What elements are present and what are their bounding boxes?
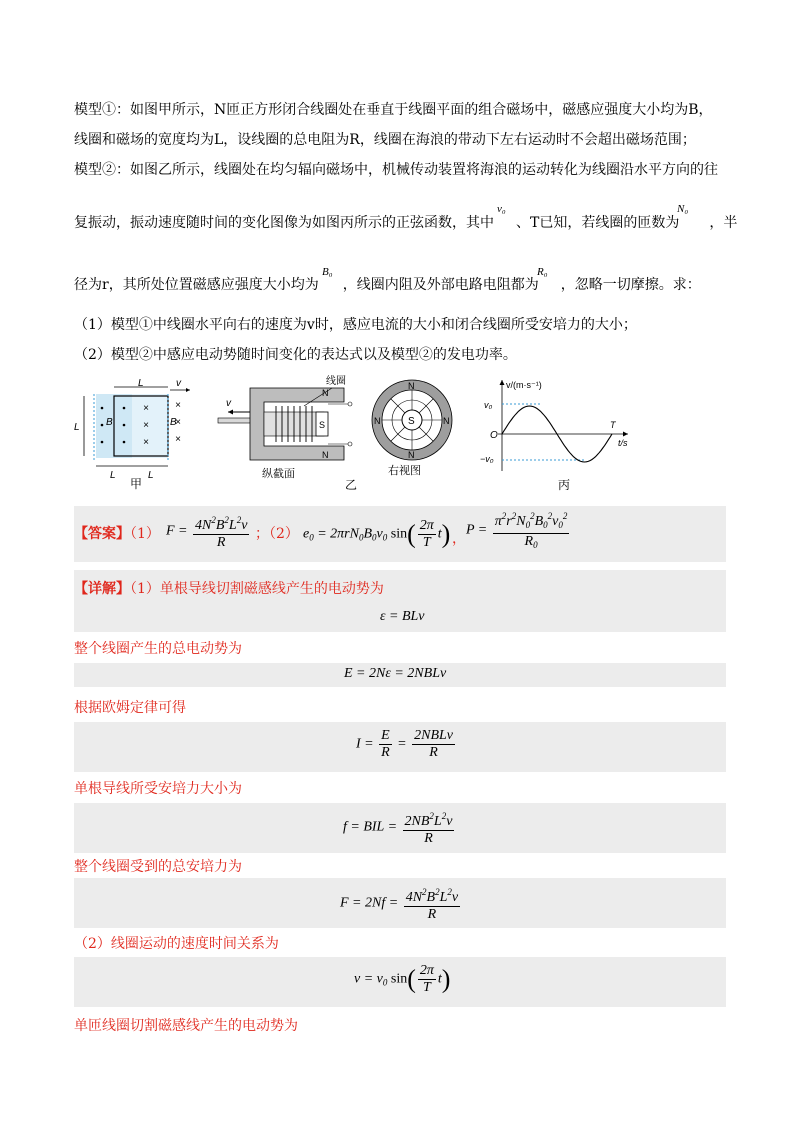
- label-section: 纵截面: [262, 468, 295, 480]
- answer-eq-power: P = $\frac{\pi^2r^2N_0^2B_0^2v_0^2}{R_0}$: [466, 508, 571, 553]
- field-region-cross: [132, 394, 168, 458]
- svg-text:×: ×: [143, 420, 149, 431]
- detail-intro-line: [74, 580, 384, 598]
- answer-eq-force: F = $\frac{4N^2B^2L^2v}{R}$: [166, 512, 251, 551]
- label-B-right: B: [170, 417, 177, 428]
- origin-label: O: [490, 430, 498, 441]
- svg-text:×: ×: [175, 417, 181, 428]
- figure-label-yi: 乙: [345, 478, 358, 492]
- label-N-top: N: [322, 388, 329, 398]
- detail-step-6: 单匝线圈切割磁感线产生的电动势为: [74, 1018, 298, 1034]
- symbol-N0: N₀: [677, 203, 689, 215]
- label-side-view: 右视图: [388, 465, 421, 477]
- label-L-left: L: [74, 422, 80, 433]
- problem-line-3: 模型②：如图乙所示，线圈处在均匀辐向磁场中，机械传动装置将海浪的运动转化为线圈沿水平方向的往: [74, 162, 718, 178]
- eq-total-emf: E = 2Nε = 2NBLv: [344, 666, 447, 681]
- tick-neg-v0: −v₀: [480, 454, 494, 464]
- problem-line-5: [74, 276, 701, 294]
- answer-tag: 【答案】: [74, 526, 130, 542]
- eq-single-force: f = BIL = $\frac{2NB^2L^2v}{R}$: [343, 808, 456, 847]
- detail-step-5: （2）线圈运动的速度时间关系为: [74, 936, 279, 952]
- figure-jia: [72, 378, 202, 488]
- symbol-v0: v₀: [497, 203, 506, 215]
- label-coil: 线圈: [326, 376, 346, 387]
- svg-text:×: ×: [175, 434, 181, 445]
- axis-ylabel: v/(m·s⁻¹): [506, 380, 542, 390]
- line5-text-c: ，忽略一切摩擦。求：: [560, 277, 701, 293]
- label-L-bottom-1: L: [110, 470, 116, 481]
- label-N-side-bottom: N: [408, 450, 415, 460]
- axis-xlabel: t/s: [618, 438, 628, 448]
- detail-step-2: 根据欧姆定律可得: [74, 700, 186, 716]
- svg-text:×: ×: [143, 437, 149, 448]
- answer-separator: ；（2）: [255, 526, 299, 542]
- answer-comma: ，: [452, 531, 466, 547]
- line4-text-a: 复振动，振动速度随时间的变化图像为如图丙所示的正弦函数，其中: [74, 215, 494, 231]
- figure-label-jia: 甲: [130, 477, 143, 491]
- side-view: [372, 380, 452, 460]
- label-S-section: S: [319, 420, 326, 430]
- detail-tag: 【详解】: [74, 581, 130, 597]
- label-N-side-left: N: [374, 416, 381, 426]
- problem-line-4: [74, 214, 737, 232]
- tick-v0: v₀: [484, 400, 493, 410]
- detail-intro: （1）单根导线切割磁感线产生的电动势为: [130, 581, 384, 597]
- eq-current: I = $\frac{E}{R}$ = $\frac{\text{2NBLv}}{R}$: [356, 728, 454, 760]
- label-N-side-top: N: [408, 381, 415, 391]
- line4-text-c: ，半: [709, 215, 738, 231]
- label-L-top: L: [138, 378, 144, 389]
- svg-text:×: ×: [175, 400, 181, 411]
- eq-total-force: F = 2Nf = $\frac{4N^2B^2L^2v}{R}$: [340, 884, 462, 923]
- detail-step-4: 整个线圈受到的总安培力为: [74, 859, 242, 875]
- question-1: （1）模型①中线圈水平向右的速度为v时，感应电流的大小和闭合线圈所受安培力的大小；: [74, 317, 637, 333]
- label-v-jia: v: [176, 378, 181, 389]
- label-N-side-right: N: [443, 416, 450, 426]
- answer-part1: （1）: [130, 526, 160, 542]
- label-B-left: B: [106, 417, 113, 428]
- tick-T: T: [610, 420, 616, 430]
- label-v-yi: v: [226, 398, 231, 409]
- label-L-bottom-2: L: [148, 470, 154, 481]
- symbol-B0: B₀: [322, 266, 333, 278]
- eq-single-emf: ε = BLv: [380, 609, 425, 624]
- answer-line: [74, 525, 160, 543]
- question-2: （2）模型②中感应电动势随时间变化的表达式以及模型②的发电功率。: [74, 347, 517, 363]
- line4-text-b: 、T已知，若线圈的匝数为: [516, 215, 680, 231]
- symbol-R0: R₀: [537, 266, 548, 278]
- svg-text:×: ×: [143, 403, 149, 414]
- label-N-bottom: N: [322, 450, 329, 460]
- answer-eq-emf: $e_0 = 2\pi rN_0B_0v_0$ sin( $\frac{2\pi}{T}$ t): [303, 518, 451, 550]
- problem-line-2: 线圈和磁场的宽度均为L，设线圈的总电阻为R，线圈在海浪的带动下左右运动时不会超出磁场范围；: [74, 132, 696, 148]
- figure-label-bing: 丙: [558, 478, 571, 492]
- detail-step-3: 单根导线所受安培力大小为: [74, 781, 242, 797]
- line5-text-a: 径为r，其所处位置磁感应强度大小均为: [74, 277, 319, 293]
- problem-line-1: 模型①：如图甲所示，N匝正方形闭合线圈处在垂直于线圈平面的组合磁场中，磁感应强度大小均为B，: [74, 102, 713, 118]
- label-S-side: S: [408, 416, 415, 427]
- line5-text-b: ，线圈内阻及外部电路电阻都为: [342, 277, 539, 293]
- eq-velocity: $v = v_0$ sin( $\frac{2\pi}{T}$ t): [354, 963, 451, 995]
- detail-step-1: 整个线圈产生的总电动势为: [74, 641, 242, 657]
- figure-yi: [214, 374, 464, 484]
- figure-bing: [478, 376, 648, 476]
